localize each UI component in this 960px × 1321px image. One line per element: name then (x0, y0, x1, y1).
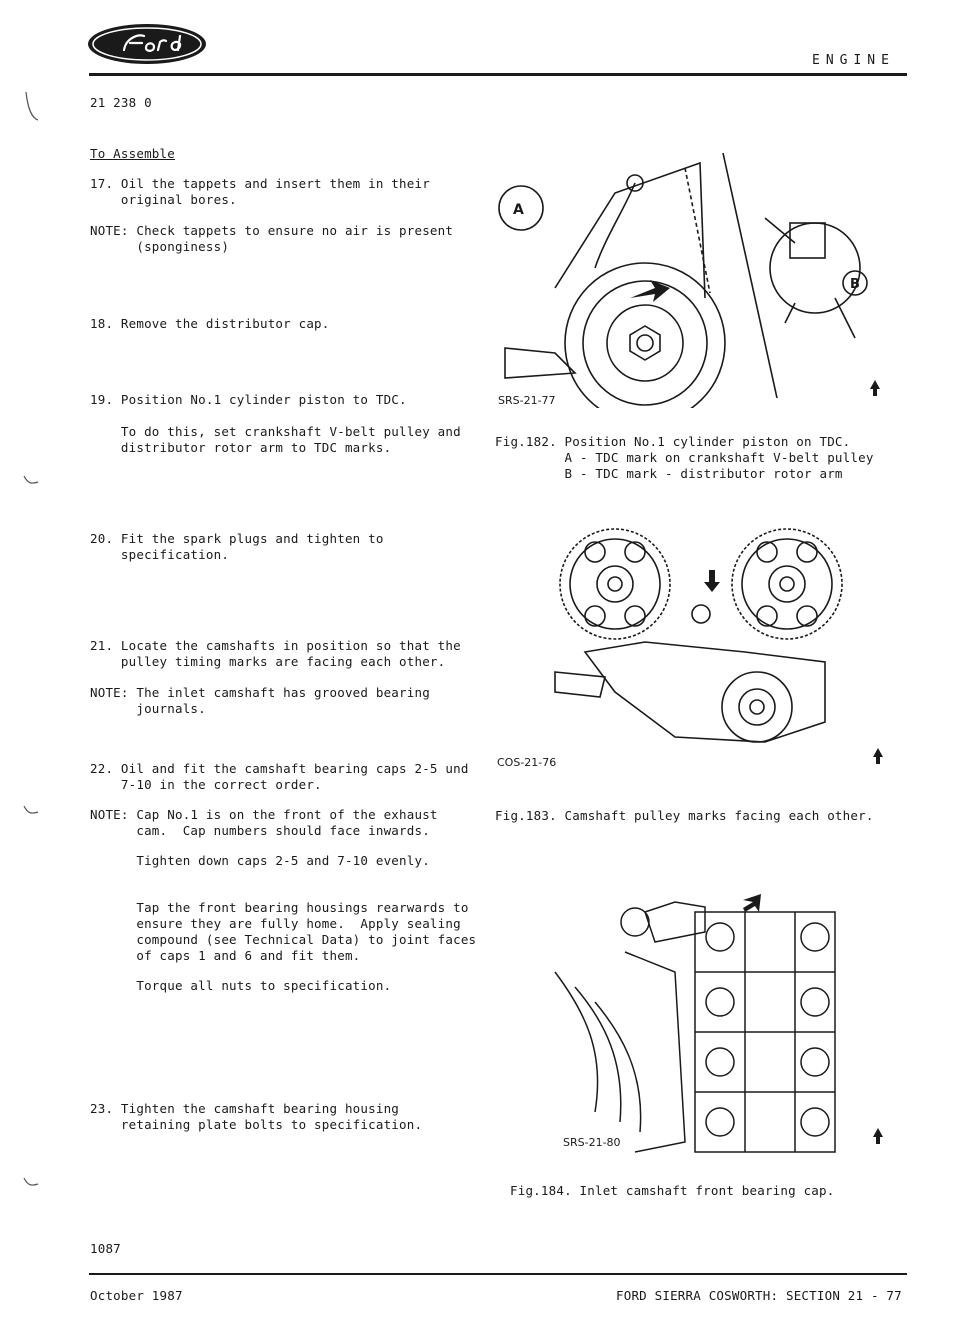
step-22: 22. Oil and fit the camshaft bearing caps 2-5 und 7-10 in the correct order. (90, 761, 469, 792)
note-21: NOTE: The inlet camshaft has grooved bearing journals. (90, 685, 430, 716)
header-rule (89, 73, 907, 76)
step-19-detail: To do this, set crankshaft V-belt pulley and distributor rotor arm to TDC marks. (120, 424, 461, 455)
ford-logo (86, 22, 208, 66)
figure-183-caption: Fig.183. Camshaft pulley marks facing each other. (495, 808, 874, 823)
note-22: NOTE: Cap No.1 is on the front of the exhaust cam. Cap numbers should face inwards. (90, 807, 438, 838)
figure-182-code: SRS-21-77 (498, 394, 556, 407)
step-18: 18. Remove the distributor cap. (90, 316, 330, 331)
figure-182-arrow-icon (870, 380, 880, 396)
step-19: 19. Position No.1 cylinder piston to TDC. (90, 392, 407, 407)
figure-184-caption: Fig.184. Inlet camshaft front bearing cap. (510, 1183, 835, 1198)
figure-183-code: COS-21-76 (497, 756, 557, 769)
footer-section-ref: FORD SIERRA COSWORTH: SECTION 21 - 77 (616, 1288, 902, 1303)
step-22-sealing: Tap the front bearing housings rearwards to ensure they are fully home. Apply sealing compound (see Technical Data) to joint faces of caps 1 and 6 and fit them. (136, 900, 477, 963)
figure-182-label-a: A (513, 202, 524, 218)
step-22-tighten: Tighten down caps 2-5 and 7-10 evenly. (90, 853, 430, 868)
section-title: ENGINE (812, 53, 895, 68)
binding-mark (20, 1172, 40, 1192)
note-17: NOTE: Check tappets to ensure no air is present (sponginess) (90, 223, 454, 254)
figure-182-label-b: B (850, 277, 860, 292)
footer-rule (89, 1273, 907, 1275)
figure-182-illustration (495, 148, 890, 408)
step-23: 23. Tighten the camshaft bearing housing retaining plate bolts to specification. (90, 1101, 423, 1132)
reference-number: 21 238 0 (90, 95, 152, 110)
step-17: 17. Oil the tappets and insert them in their original bores. (90, 176, 430, 207)
figure-183-illustration (495, 522, 890, 772)
binding-mark (20, 470, 40, 490)
footer-date: October 1987 (90, 1288, 183, 1303)
figure-182-caption: Fig.182. Position No.1 cylinder piston on TDC. A - TDC mark on crankshaft V-belt pulley B - TDC mark - distributor rotor arm (495, 434, 874, 481)
page-number: 1087 (90, 1241, 121, 1256)
binding-mark (20, 90, 40, 130)
step-21: 21. Locate the camshafts in position so that the pulley timing marks are facing each other. (90, 638, 461, 669)
figure-183-arrow-icon (873, 748, 883, 764)
figure-184-arrow-icon (873, 1128, 883, 1144)
figure-184-illustration (495, 892, 890, 1154)
binding-mark (20, 800, 40, 820)
step-22-torque: Torque all nuts to specification. (90, 978, 392, 993)
step-20: 20. Fit the spark plugs and tighten to specification. (90, 531, 384, 562)
section-heading: To Assemble (90, 146, 175, 161)
figure-184-code: SRS-21-80 (563, 1136, 621, 1149)
